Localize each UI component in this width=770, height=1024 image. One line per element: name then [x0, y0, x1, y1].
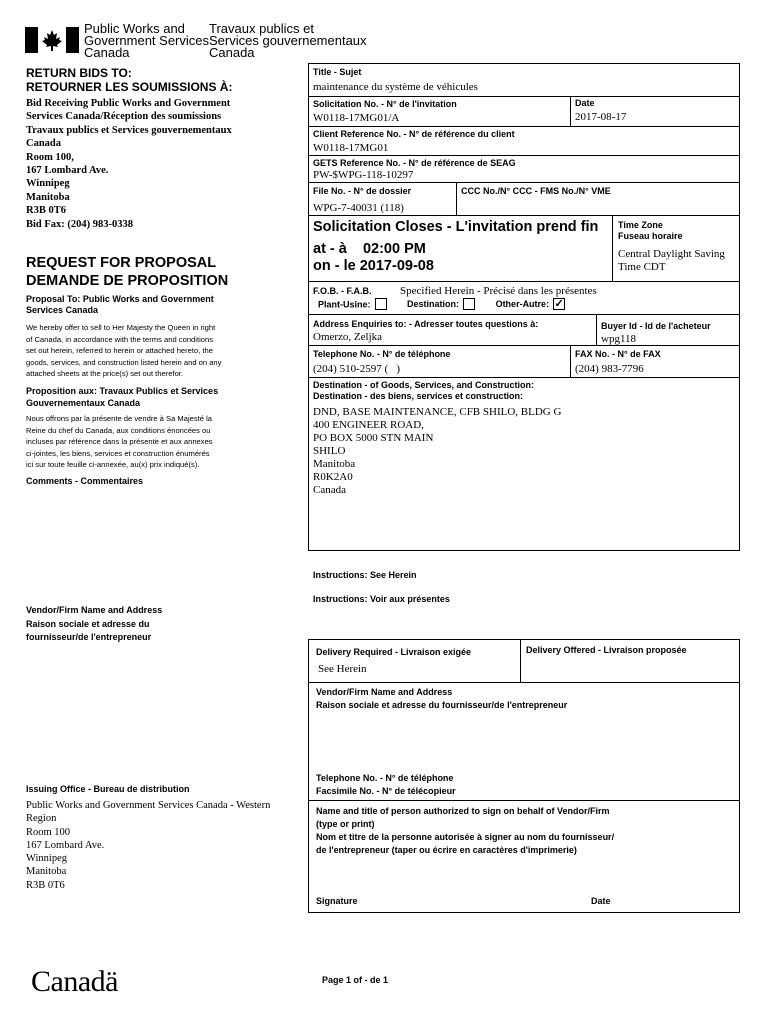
dept-fr-line: Travaux publics et: [209, 21, 315, 36]
destination-value: [313, 406, 561, 497]
buyer-id-value: wpg118: [601, 333, 637, 345]
proposition-line: Proposition aux: Travaux Publics et Services: [26, 386, 219, 396]
proposal-text-line: attached sheets at the price(s) set out therefor.: [26, 369, 184, 378]
client-ref-label: Client Reference No. - N° de référence du client: [313, 129, 515, 139]
proposition-text-line: Nous offrons par la présente de vendre à Sa Majesté la: [26, 414, 213, 423]
rfp-title-en: REQUEST FOR PROPOSAL: [26, 255, 217, 271]
destination-label-fr: Destination - des biens, services et construction:: [313, 391, 524, 401]
vendor-name-label: [316, 686, 567, 712]
time-zone-label-en: Time Zone: [618, 220, 663, 230]
dept-fr-line: Canada: [209, 45, 255, 60]
vendor-telephone-label: Telephone No. - N° de téléphone: [316, 773, 454, 783]
destination-label-en: Destination - of Goods, Services, and Construction:: [313, 380, 535, 390]
address-line: Room 100,: [26, 151, 74, 163]
fob-value: Specified Herein - Précisé dans les présentes: [400, 285, 597, 297]
gets-label: GETS Reference No. - N° de référence de SEAG: [313, 158, 516, 168]
issuing-address-line: Manitoba: [26, 866, 67, 878]
destination-line: Manitoba: [313, 458, 356, 470]
authorized-line: (type or print): [316, 819, 375, 829]
other-checkbox[interactable]: ✓: [554, 298, 564, 310]
solicitation-label: Solicitation No. - N° de l'invitation: [313, 99, 457, 109]
title-value: maintenance du système de véhicules: [313, 81, 478, 93]
proposition-label: [26, 386, 218, 409]
plant-checkbox[interactable]: [375, 298, 387, 310]
address-line: Winnipeg: [26, 178, 70, 190]
destination-line: Canada: [313, 484, 346, 496]
file-value: WPG-7-40031 (118): [313, 202, 404, 214]
fob-checkbox-row: [318, 299, 565, 311]
on-label: on - le: [313, 258, 356, 274]
destination-label: [313, 380, 534, 402]
vendor-left-label: [26, 604, 162, 645]
return-bids-address: [26, 97, 232, 231]
vendor-left-line: Raison sociale et adresse du: [26, 618, 150, 629]
signature-date-label: Date: [591, 896, 611, 906]
tel-fax-label: [316, 772, 456, 798]
rfp-title-fr: DEMANDE DE PROPOSITION: [26, 273, 229, 289]
proposition-text-line: ici sur toute feuille ci-annexée, au(x) prix indiqué(s).: [26, 460, 200, 469]
title-label: Title - Sujet: [313, 67, 362, 77]
fax-value: (204) 983-7796: [575, 363, 644, 375]
address-line: 167 Lombard Ave.: [26, 165, 109, 177]
telephone-label: Telephone No. - N° de téléphone: [313, 349, 451, 359]
page-number: Page 1 of - de 1: [322, 975, 389, 985]
issuing-office-address: [26, 799, 270, 892]
fax-label: FAX No. - N° de FAX: [575, 349, 661, 359]
date-label: Date: [575, 98, 595, 108]
date-value: 2017-08-17: [575, 111, 627, 123]
destination-line: 400 ENGINEER ROAD,: [313, 419, 424, 431]
at-label: at - à: [313, 241, 347, 257]
canada-wordmark: Canadä: [31, 965, 118, 998]
closing-date-value: 2017-09-08: [359, 258, 434, 274]
proposition-line: Gouvernementaux Canada: [26, 397, 141, 408]
file-label: File No. - N° de dossier: [313, 186, 412, 196]
return-bids-title-fr: RETOURNER LES SOUMISSIONS À:: [26, 80, 233, 94]
bid-fax-line: Bid Fax: (204) 983-0338: [26, 218, 134, 230]
address-line: Manitoba: [26, 191, 70, 203]
dept-en-line: Canada: [84, 45, 130, 60]
address-line: Canada: [26, 138, 62, 150]
signature-label: Signature: [316, 896, 358, 906]
instructions-fr: Instructions: Voir aux présentes: [313, 594, 450, 604]
delivery-required-label: Delivery Required - Livraison exigée: [316, 647, 472, 657]
proposition-text-line: ci-jointes, les biens, services et construction énumérés: [26, 448, 210, 458]
return-bids-title: [26, 66, 232, 94]
return-bids-title-en: RETURN BIDS TO:: [26, 66, 132, 80]
proposal-to-label: [26, 294, 214, 316]
vendor-label-fr: Raison sociale et adresse du fournisseur/de l'entrepreneur: [316, 700, 568, 710]
vendor-facsimile-label: Facsimile No. - N° de télécopieur: [316, 786, 456, 796]
address-enquiries-label: Address Enquiries to: - Adresser toutes questions à:: [313, 319, 539, 329]
destination-checkbox[interactable]: [463, 298, 475, 310]
vendor-label-en: Vendor/Firm Name and Address: [316, 687, 453, 697]
destination-check-label: Destination:: [407, 299, 460, 310]
solicitation-value: W0118-17MG01/A: [313, 112, 400, 124]
proposition-text: [26, 413, 213, 471]
time-zone-value: [618, 248, 725, 274]
plant-label: Plant-Usine:: [318, 299, 371, 310]
issuing-address-line: Region: [26, 813, 57, 825]
authorized-line: Nom et titre de la personne autorisée à signer au nom du fournisseur/: [316, 832, 615, 842]
delivery-offered-label: Delivery Offered - Livraison proposée: [526, 645, 687, 655]
issuing-office-label: Issuing Office - Bureau de distribution: [26, 784, 190, 794]
other-label: Other-Autre:: [495, 299, 550, 310]
proposal-text-line: of Canada, in accordance with the terms and conditions: [26, 334, 213, 344]
instructions-en: Instructions: See Herein: [313, 570, 417, 580]
dept-en-line: Government Services: [84, 33, 209, 48]
authorized-line: Name and title of person authorized to sign on behalf of Vendor/Firm: [316, 806, 610, 816]
proposal-to-line: Proposal To: Public Works and Government: [26, 294, 214, 304]
closing-date-row: [313, 258, 434, 274]
telephone-value: (204) 510-2597 ( ): [313, 363, 401, 375]
proposition-text-line: Reine du chef du Canada, aux conditions énoncées ou: [26, 425, 211, 435]
issuing-address-line: R3B 0T6: [26, 879, 65, 891]
vendor-left-line: fournisseur/de l'entrepreneur: [26, 632, 152, 642]
proposal-text-line: We hereby offer to sell to Her Majesty the Queen in right: [26, 323, 216, 332]
rfp-title: [26, 254, 228, 290]
solicitation-closes-label: Solicitation Closes - L'invitation prend fin: [313, 219, 599, 235]
ccc-label: CCC No./N° CCC - FMS No./N° VME: [461, 186, 611, 196]
vendor-left-line: Vendor/Firm Name and Address: [26, 605, 163, 615]
gets-value: PW-$WPG-118-10297: [313, 169, 414, 181]
address-line: Bid Receiving Public Works and Government: [26, 98, 231, 109]
address-enquiries-value: Omerzo, Zeljka: [313, 331, 383, 343]
address-line: Travaux publics et Services gouvernementaux: [26, 124, 232, 136]
time-zone-label: [618, 220, 683, 242]
proposal-to-line: Services Canada: [26, 305, 99, 315]
time-zone-line: Central Daylight Saving: [618, 248, 725, 260]
issuing-address-line: Room 100: [26, 826, 71, 838]
proposal-text-line: goods, services, and construction listed herein and on any: [26, 357, 222, 367]
issuing-address-line: Public Works and Government Services Canada - Western: [26, 800, 271, 811]
destination-line: PO BOX 5000 STN MAIN: [313, 432, 434, 444]
time-zone-line: Time CDT: [618, 261, 666, 273]
proposition-text-line: incluses par référence dans la présente et aux annexes: [26, 437, 213, 446]
proposal-text-line: set out herein, referred to herein or attached hereto, the: [26, 346, 214, 355]
address-line: Services Canada/Réception des soumissions: [26, 111, 222, 123]
comments-label: Comments - Commentaires: [26, 476, 144, 486]
delivery-required-value: See Herein: [318, 663, 367, 675]
time-zone-label-fr: Fuseau horaire: [618, 231, 683, 241]
client-ref-value: W0118-17MG01: [313, 142, 389, 154]
issuing-address-line: Winnipeg: [26, 853, 67, 865]
authorized-person-label: [316, 805, 614, 857]
dept-en-line: Public Works and: [84, 21, 185, 36]
closing-time-row: [313, 241, 426, 257]
destination-line: SHILO: [313, 445, 346, 457]
destination-line: DND, BASE MAINTENANCE, CFB SHILO, BLDG G: [313, 406, 562, 418]
canada-flag-icon: [25, 27, 79, 53]
buyer-id-label: Buyer Id - Id de l'acheteur: [601, 321, 711, 331]
destination-line: R0K2A0: [313, 471, 353, 483]
authorized-line: de l'entrepreneur (taper ou écrire en caractères d'imprimerie): [316, 845, 577, 855]
dept-fr-line: Services gouvernementaux: [209, 33, 367, 48]
address-line: R3B 0T6: [26, 205, 66, 217]
department-name-fr: [209, 23, 367, 59]
proposal-to-text: [26, 322, 221, 380]
department-name-en: [84, 23, 209, 59]
issuing-address-line: 167 Lombard Ave.: [26, 839, 105, 851]
closing-time-value: 02:00 PM: [362, 241, 426, 257]
fob-label: F.O.B. - F.A.B.: [313, 286, 372, 296]
